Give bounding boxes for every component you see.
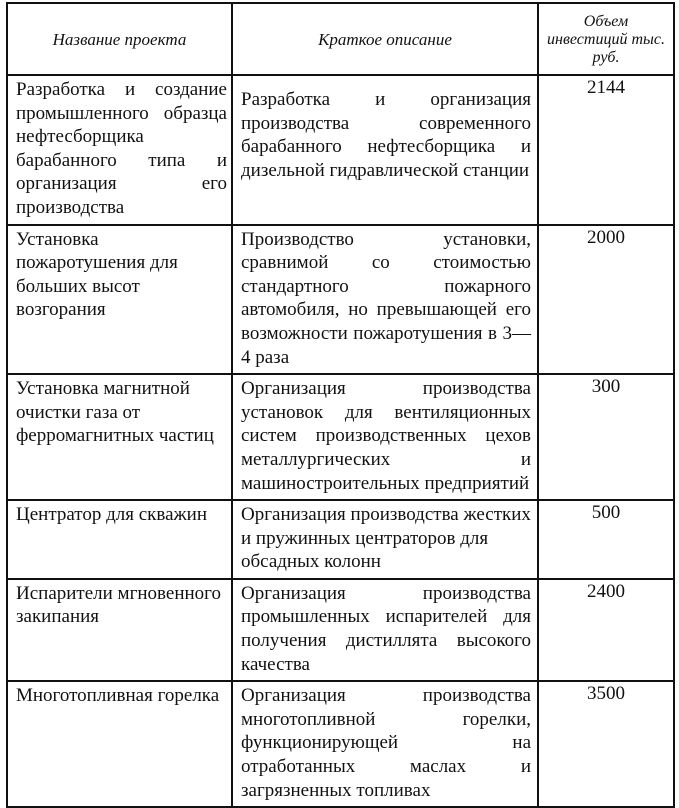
table-row bbox=[7, 374, 674, 500]
investment-projects-table-wrapper bbox=[6, 2, 673, 808]
header-description: Краткое описание bbox=[232, 3, 538, 75]
project-name-text: Многотопливная горелка bbox=[16, 685, 220, 707]
project-name-text: Испарители мгновенного закипания bbox=[16, 582, 221, 628]
table-row bbox=[7, 681, 674, 807]
project-name-text: Разработка и создание промышленного образца нефтесборщика барабанного типа и организация его производства bbox=[16, 79, 227, 218]
investment-projects-table bbox=[6, 2, 675, 808]
investment-volume-cell: 2144 bbox=[538, 75, 674, 225]
investment-volume-cell: 300 bbox=[538, 374, 674, 500]
project-name-text: Установка магнитной очистки газа от ферромагнитных частиц bbox=[16, 378, 214, 447]
description-text: Организация производства многотопливной горелки, функционирующей на отработанных маслах и загрязненных топливах bbox=[241, 685, 531, 801]
project-name-text: Установка пожаротушения для больших высот возгорания bbox=[16, 228, 178, 321]
project-name-cell bbox=[7, 579, 232, 681]
description-text: Разработка и организация производства современного барабанного нефтесборщика и дизельной гидравлической станции bbox=[241, 89, 531, 181]
description-cell bbox=[232, 374, 538, 500]
investment-volume-cell: 2000 bbox=[538, 225, 674, 375]
project-name-cell bbox=[7, 374, 232, 500]
table-row bbox=[7, 75, 674, 225]
project-name-cell bbox=[7, 225, 232, 375]
description-text: Организация производства жестких и пружинных центраторов для обсадных колонн bbox=[241, 504, 531, 573]
project-name-cell bbox=[7, 75, 232, 225]
project-name-text: Центратор для скважин bbox=[16, 504, 208, 526]
description-text: Организация производства установок для вентиляционных систем производственных цехов металлургических и машиностроительных предприятий bbox=[241, 378, 531, 494]
description-cell bbox=[232, 681, 538, 807]
project-name-cell bbox=[7, 681, 232, 807]
description-cell bbox=[232, 225, 538, 375]
description-text: Организация производства промышленных испарителей для получения дистиллята высокого качества bbox=[241, 582, 531, 675]
description-cell bbox=[232, 579, 538, 681]
table-header-row bbox=[7, 3, 674, 75]
table-row bbox=[7, 225, 674, 375]
description-cell bbox=[232, 75, 538, 225]
header-project-name: Название проекта bbox=[7, 3, 232, 75]
investment-volume-cell: 3500 bbox=[538, 681, 674, 807]
table-row bbox=[7, 579, 674, 681]
header-investment-volume: Объем инвестиций тыс. руб. bbox=[538, 3, 674, 75]
investment-volume-cell: 2400 bbox=[538, 579, 674, 681]
investment-volume-cell: 500 bbox=[538, 500, 674, 579]
table-row bbox=[7, 500, 674, 579]
description-cell bbox=[232, 500, 538, 579]
project-name-cell bbox=[7, 500, 232, 579]
description-text: Производство установки, сравнимой со стоимостью стандартного пожарного автомобиля, но превышающей его возможности пожаротушения в 3—4 раза bbox=[241, 228, 531, 368]
